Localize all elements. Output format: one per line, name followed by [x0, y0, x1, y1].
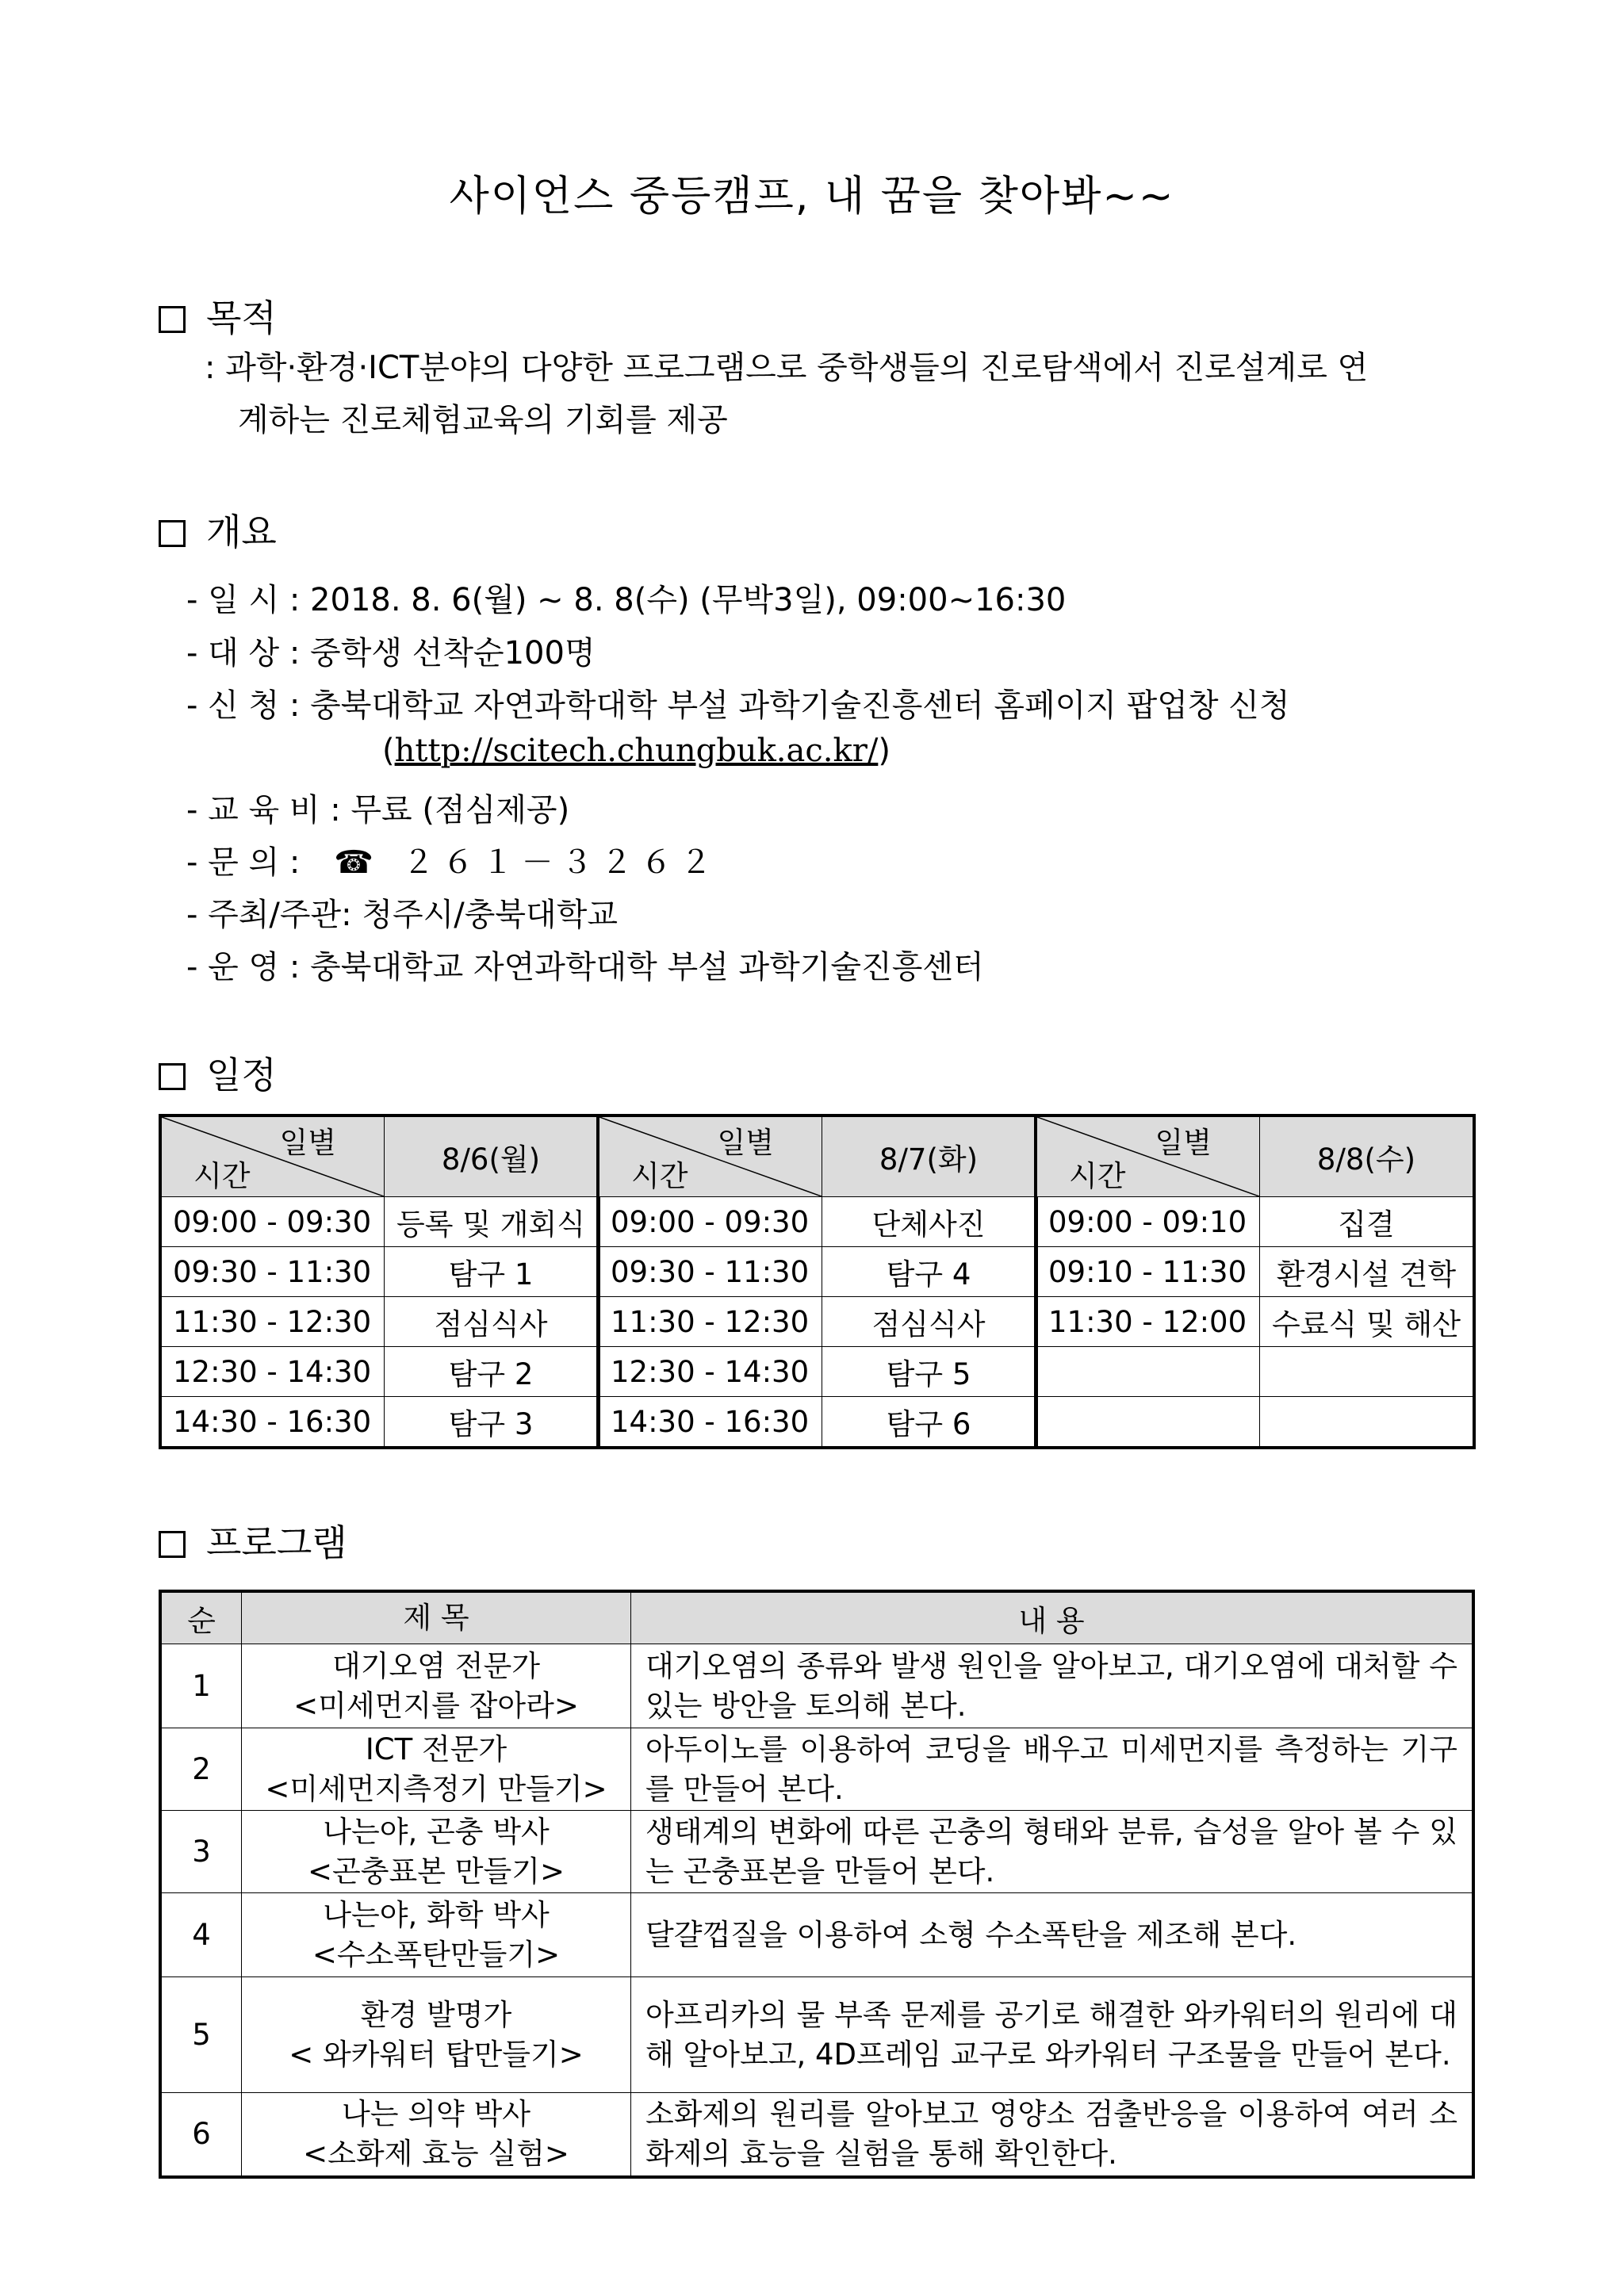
- schedule-row: [160, 1297, 599, 1347]
- header-day-label: 일별: [717, 1126, 774, 1160]
- program-row: [160, 2093, 1473, 2177]
- schedule-activity: 탐구 3: [385, 1397, 599, 1448]
- overview-contact: [186, 837, 720, 882]
- purpose-line-2: 계하는 진로체험교육의 기회를 제공: [238, 402, 728, 438]
- schedule-activity: [1260, 1347, 1475, 1397]
- program-title: [242, 1977, 631, 2093]
- schedule-time: 11:30 - 12:30: [598, 1297, 822, 1347]
- program-title: [242, 2093, 631, 2177]
- program-table: [159, 1590, 1475, 2179]
- program-content: 아두이노를 이용하여 코딩을 배우고 미세먼지를 측정하는 기구를 만들어 본다.: [631, 1728, 1474, 1811]
- header-time-label: 시간: [1069, 1159, 1126, 1193]
- overview-target: - 대 상 : 중학생 선착순100명: [186, 635, 596, 672]
- program-title: [242, 1893, 631, 1977]
- overview-operator: - 운 영 : 충북대학교 자연과학대학 부설 과학기술진흥센터: [186, 949, 984, 985]
- program-title-sub: <소화제 효능 실험>: [303, 2136, 569, 2171]
- program-title-main: 대기오염 전문가: [332, 1648, 540, 1683]
- section-title: 일정: [206, 1054, 277, 1096]
- program-row: [160, 1977, 1473, 2093]
- schedule-time: 14:30 - 16:30: [598, 1397, 822, 1448]
- program-no: 6: [160, 2093, 242, 2177]
- schedule-time: 12:30 - 14:30: [598, 1347, 822, 1397]
- schedule-table-day1: [159, 1114, 600, 1449]
- schedule-header-row: [1036, 1115, 1474, 1197]
- schedule-row: [160, 1197, 599, 1247]
- program-content: 소화제의 원리를 알아보고 영양소 검출반응을 이용하여 여러 소화제의 효능을 실험을 통해 확인한다.: [631, 2093, 1474, 2177]
- program-content: 대기오염의 종류와 발생 원인을 알아보고, 대기오염에 대처할 수 있는 방안을 토의해 본다.: [631, 1644, 1474, 1728]
- schedule-activity: 단체사진: [822, 1197, 1037, 1247]
- overview-host: - 주최/주관: 청주시/충북대학교: [186, 897, 618, 933]
- phone-icon: ☎: [334, 844, 373, 881]
- homepage-link[interactable]: http://scitech.chungbuk.ac.kr/: [394, 733, 879, 769]
- program-row: [160, 1644, 1473, 1728]
- header-no: 순: [160, 1591, 242, 1644]
- contact-number: ２６１－３２６２: [402, 844, 720, 881]
- schedule-date: 8/6(월): [385, 1115, 599, 1197]
- schedule-table-day3: [1034, 1114, 1476, 1449]
- section-title: 프로그램: [206, 1521, 347, 1564]
- header-time-label: 시간: [631, 1159, 688, 1193]
- url-paren: (: [382, 733, 395, 769]
- program-title-sub: <미세먼지측정기 만들기>: [265, 1771, 607, 1806]
- program-title-sub: <미세먼지를 잡아라>: [293, 1688, 579, 1723]
- program-header-row: [160, 1591, 1473, 1644]
- schedule-time: 11:30 - 12:30: [160, 1297, 385, 1347]
- schedule-row: [598, 1197, 1036, 1247]
- program-row: [160, 1728, 1473, 1811]
- schedule-activity: 등록 및 개회식: [385, 1197, 599, 1247]
- header-content: 내 용: [631, 1591, 1474, 1644]
- schedule-row: [160, 1247, 599, 1297]
- program-no: 3: [160, 1811, 242, 1893]
- schedule-date: 8/7(화): [822, 1115, 1037, 1197]
- section-title: 목적: [206, 297, 277, 339]
- checkbox-square-icon: [159, 306, 186, 333]
- header-time-label: 시간: [193, 1159, 251, 1193]
- schedule-activity: 탐구 6: [822, 1397, 1037, 1448]
- schedule-row: [160, 1347, 599, 1397]
- page-title: 사이언스 중등캠프, 내 꿈을 찾아봐~~: [449, 173, 1175, 220]
- overview-url-line: [382, 733, 891, 769]
- program-content: 생태계의 변화에 따른 곤충의 형태와 분류, 습성을 알아 볼 수 있는 곤충표본을 만들어 본다.: [631, 1811, 1474, 1893]
- schedule-row: [1036, 1347, 1474, 1397]
- program-title: [242, 1644, 631, 1728]
- program-title-sub: < 와카워터 탑만들기>: [289, 2037, 584, 2072]
- header-title: 제 목: [242, 1591, 631, 1644]
- schedule-row: [160, 1397, 599, 1448]
- schedule-row: [1036, 1397, 1474, 1448]
- program-title-main: ICT 전문가: [365, 1732, 508, 1766]
- contact-label: - 문 의 :: [186, 844, 301, 881]
- schedule-time: 09:00 - 09:30: [160, 1197, 385, 1247]
- schedule-time: [1036, 1397, 1260, 1448]
- schedule-header-row: [598, 1115, 1036, 1197]
- program-title-sub: <수소폭탄만들기>: [312, 1937, 561, 1972]
- schedule-date: 8/8(수): [1260, 1115, 1475, 1197]
- diagonal-header-cell: [598, 1115, 822, 1197]
- schedule-activity: 탐구 5: [822, 1347, 1037, 1397]
- url-paren: ): [878, 733, 891, 769]
- header-day-label: 일별: [279, 1126, 336, 1160]
- program-no: 2: [160, 1728, 242, 1811]
- schedule-activity: 점심식사: [385, 1297, 599, 1347]
- program-content: 달걀껍질을 이용하여 소형 수소폭탄을 제조해 본다.: [631, 1893, 1474, 1977]
- checkbox-square-icon: [159, 1063, 186, 1090]
- schedule-row: [1036, 1247, 1474, 1297]
- checkbox-square-icon: [159, 1531, 186, 1558]
- schedule-time: 09:00 - 09:30: [598, 1197, 822, 1247]
- program-title-main: 나는 의약 박사: [342, 2096, 530, 2131]
- schedule-activity: 집결: [1260, 1197, 1475, 1247]
- schedule-row: [1036, 1297, 1474, 1347]
- schedule-row: [598, 1297, 1036, 1347]
- schedule-header-row: [160, 1115, 599, 1197]
- program-title-main: 나는야, 곤충 박사: [323, 1814, 550, 1849]
- section-heading-schedule: [159, 1047, 277, 1099]
- schedule-table-day2: [596, 1114, 1038, 1449]
- program-no: 4: [160, 1893, 242, 1977]
- overview-date: - 일 시 : 2018. 8. 6(월) ~ 8. 8(수) (무박3일), 09:00~16:30: [186, 582, 1067, 618]
- section-title: 개요: [206, 511, 277, 553]
- diagonal-header-cell: [1036, 1115, 1260, 1197]
- section-heading-overview: [159, 503, 277, 556]
- section-heading-purpose: [159, 289, 277, 342]
- purpose-line-1: : 과학·환경·ICT분야의 다양한 프로그램으로 중학생들의 진로탐색에서 진로설계로 연: [205, 350, 1369, 386]
- schedule-time: 12:30 - 14:30: [160, 1347, 385, 1397]
- program-title: [242, 1728, 631, 1811]
- overview-fee: - 교 육 비 : 무료 (점심제공): [186, 792, 570, 828]
- schedule-activity: 환경시설 견학: [1260, 1247, 1475, 1297]
- schedule-time: 11:30 - 12:00: [1036, 1297, 1260, 1347]
- schedule-activity: 탐구 1: [385, 1247, 599, 1297]
- program-title-main: 환경 발명가: [360, 1997, 512, 2032]
- schedule-time: 09:30 - 11:30: [598, 1247, 822, 1297]
- program-content: 아프리카의 물 부족 문제를 공기로 해결한 와카워터의 원리에 대해 알아보고, 4D프레임 교구로 와카워터 구조물을 만들어 본다.: [631, 1977, 1474, 2093]
- schedule-activity: 탐구 4: [822, 1247, 1037, 1297]
- schedule-time: 09:30 - 11:30: [160, 1247, 385, 1297]
- overview-apply: - 신 청 : 충북대학교 자연과학대학 부설 과학기술진흥센터 홈페이지 팝업창 신청: [186, 687, 1290, 724]
- diagonal-header-cell: [160, 1115, 385, 1197]
- program-title: [242, 1811, 631, 1893]
- checkbox-square-icon: [159, 520, 186, 547]
- schedule-time: 14:30 - 16:30: [160, 1397, 385, 1448]
- schedule-activity: [1260, 1397, 1475, 1448]
- program-title-main: 나는야, 화학 박사: [323, 1897, 550, 1932]
- program-row: [160, 1811, 1473, 1893]
- schedule-row: [598, 1397, 1036, 1448]
- section-heading-program: [159, 1514, 347, 1567]
- schedule-time: 09:00 - 09:10: [1036, 1197, 1260, 1247]
- program-row: [160, 1893, 1473, 1977]
- header-day-label: 일별: [1155, 1126, 1212, 1160]
- schedule-activity: 점심식사: [822, 1297, 1037, 1347]
- schedule-time: 09:10 - 11:30: [1036, 1247, 1260, 1297]
- program-title-sub: <곤충표본 만들기>: [308, 1854, 565, 1888]
- schedule-activity: 탐구 2: [385, 1347, 599, 1397]
- schedule-row: [1036, 1197, 1474, 1247]
- program-no: 5: [160, 1977, 242, 2093]
- schedule-row: [598, 1247, 1036, 1297]
- schedule-time: [1036, 1347, 1260, 1397]
- schedule-activity: 수료식 및 해산: [1260, 1297, 1475, 1347]
- schedule-row: [598, 1347, 1036, 1397]
- program-no: 1: [160, 1644, 242, 1728]
